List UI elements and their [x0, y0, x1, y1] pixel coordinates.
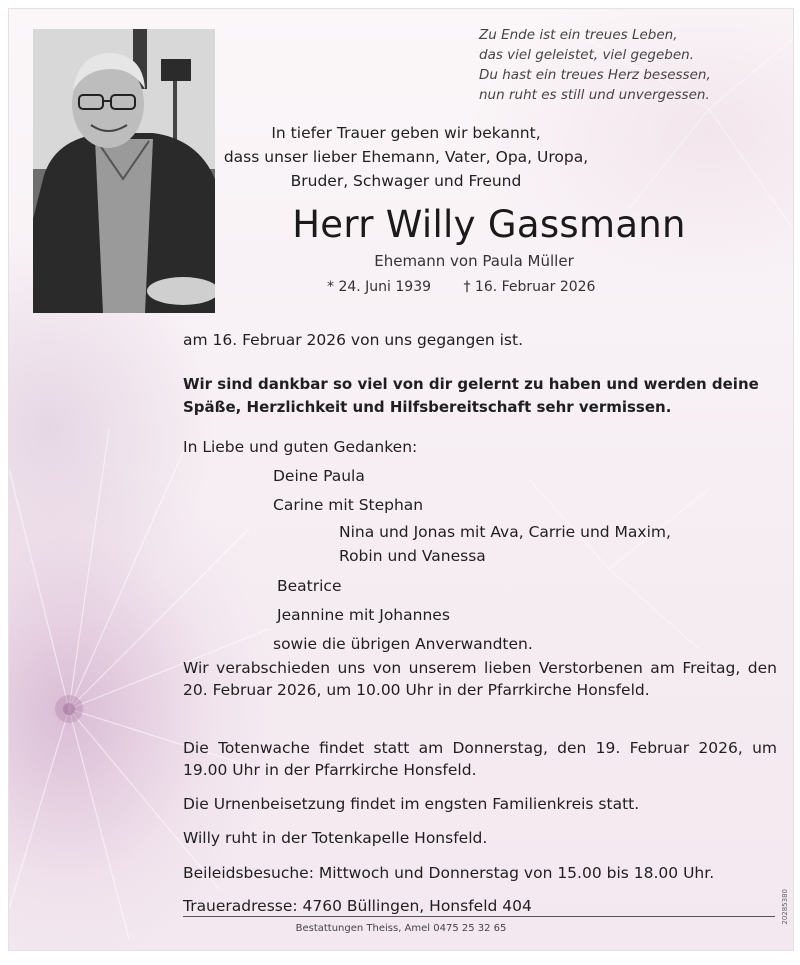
- life-dates: [327, 279, 623, 295]
- birth-date: * 24. Juni 1939: [327, 279, 432, 295]
- death-date: † 16. Februar 2026: [463, 279, 596, 295]
- mourners-list: [183, 433, 671, 659]
- mourner: sowie die übrigen Anverwandten.: [273, 635, 533, 653]
- ad-code: 20285380: [781, 889, 789, 925]
- obituary-page: [8, 8, 794, 951]
- gratitude-text: Wir sind dankbar so viel von dir gelernt zu haben und werden deine Späße, Herzlichkeit und Hilfsbereitschaft sehr vermissen.: [183, 375, 759, 416]
- poem: [479, 25, 779, 105]
- intro-line: dass unser lieber Ehemann, Vater, Opa, Uropa,: [223, 148, 589, 166]
- mourners-intro: In Liebe und guten Gedanken:: [183, 438, 418, 456]
- poem-line: das viel geleistet, viel gegeben.: [479, 47, 695, 63]
- mourner: Nina und Jonas mit Ava, Carrie und Maxim,: [339, 523, 671, 541]
- rest-place-text: Willy ruht in der Totenkapelle Honsfeld.: [183, 829, 488, 847]
- mourner: Carine mit Stephan: [273, 496, 424, 514]
- announcement-intro: [221, 121, 591, 193]
- intro-line: Bruder, Schwager und Freund: [290, 172, 522, 190]
- mourner: Deine Paula: [273, 467, 365, 485]
- wake-text: Die Totenwache findet statt am Donnerstag, den 19. Februar 2026, um 19.00 Uhr in der Pfarrkirche Honsfeld.: [183, 739, 777, 779]
- poem-line: Du hast ein treues Herz besessen,: [479, 67, 711, 83]
- mourner: Beatrice: [277, 577, 342, 595]
- visits-text: Beileidsbesuche: Mittwoch und Donnerstag von 15.00 bis 18.00 Uhr.: [183, 864, 715, 882]
- intro-line: In tiefer Trauer geben wir bekannt,: [271, 124, 541, 142]
- urn-text: Die Urnenbeisetzung findet im engsten Familienkreis statt.: [183, 795, 640, 813]
- mourning-address: Traueradresse: 4760 Büllingen, Honsfeld 404: [183, 897, 775, 917]
- mourner: Robin und Vanessa: [339, 547, 486, 565]
- passing-line: am 16. Februar 2026 von uns gegangen ist.: [183, 331, 524, 349]
- mourner: Jeannine mit Johannes: [277, 606, 450, 624]
- portrait-photo: [33, 29, 215, 313]
- spouse-line: Ehemann von Paula Müller: [374, 252, 574, 270]
- farewell-text: Wir verabschieden uns von unserem lieben Verstorbenen am Freitag, den 20. Februar 2026, um 10.00 Uhr in der Pfarrkirche Honsfeld.: [183, 659, 777, 699]
- poem-line: Zu Ende ist ein treues Leben,: [479, 27, 678, 43]
- deceased-name: Herr Willy Gassmann: [292, 203, 686, 246]
- poem-line: nun ruht es still und unvergessen.: [479, 87, 710, 103]
- funeral-home-footer: Bestattungen Theiss, Amel 0475 25 32 65: [295, 923, 507, 934]
